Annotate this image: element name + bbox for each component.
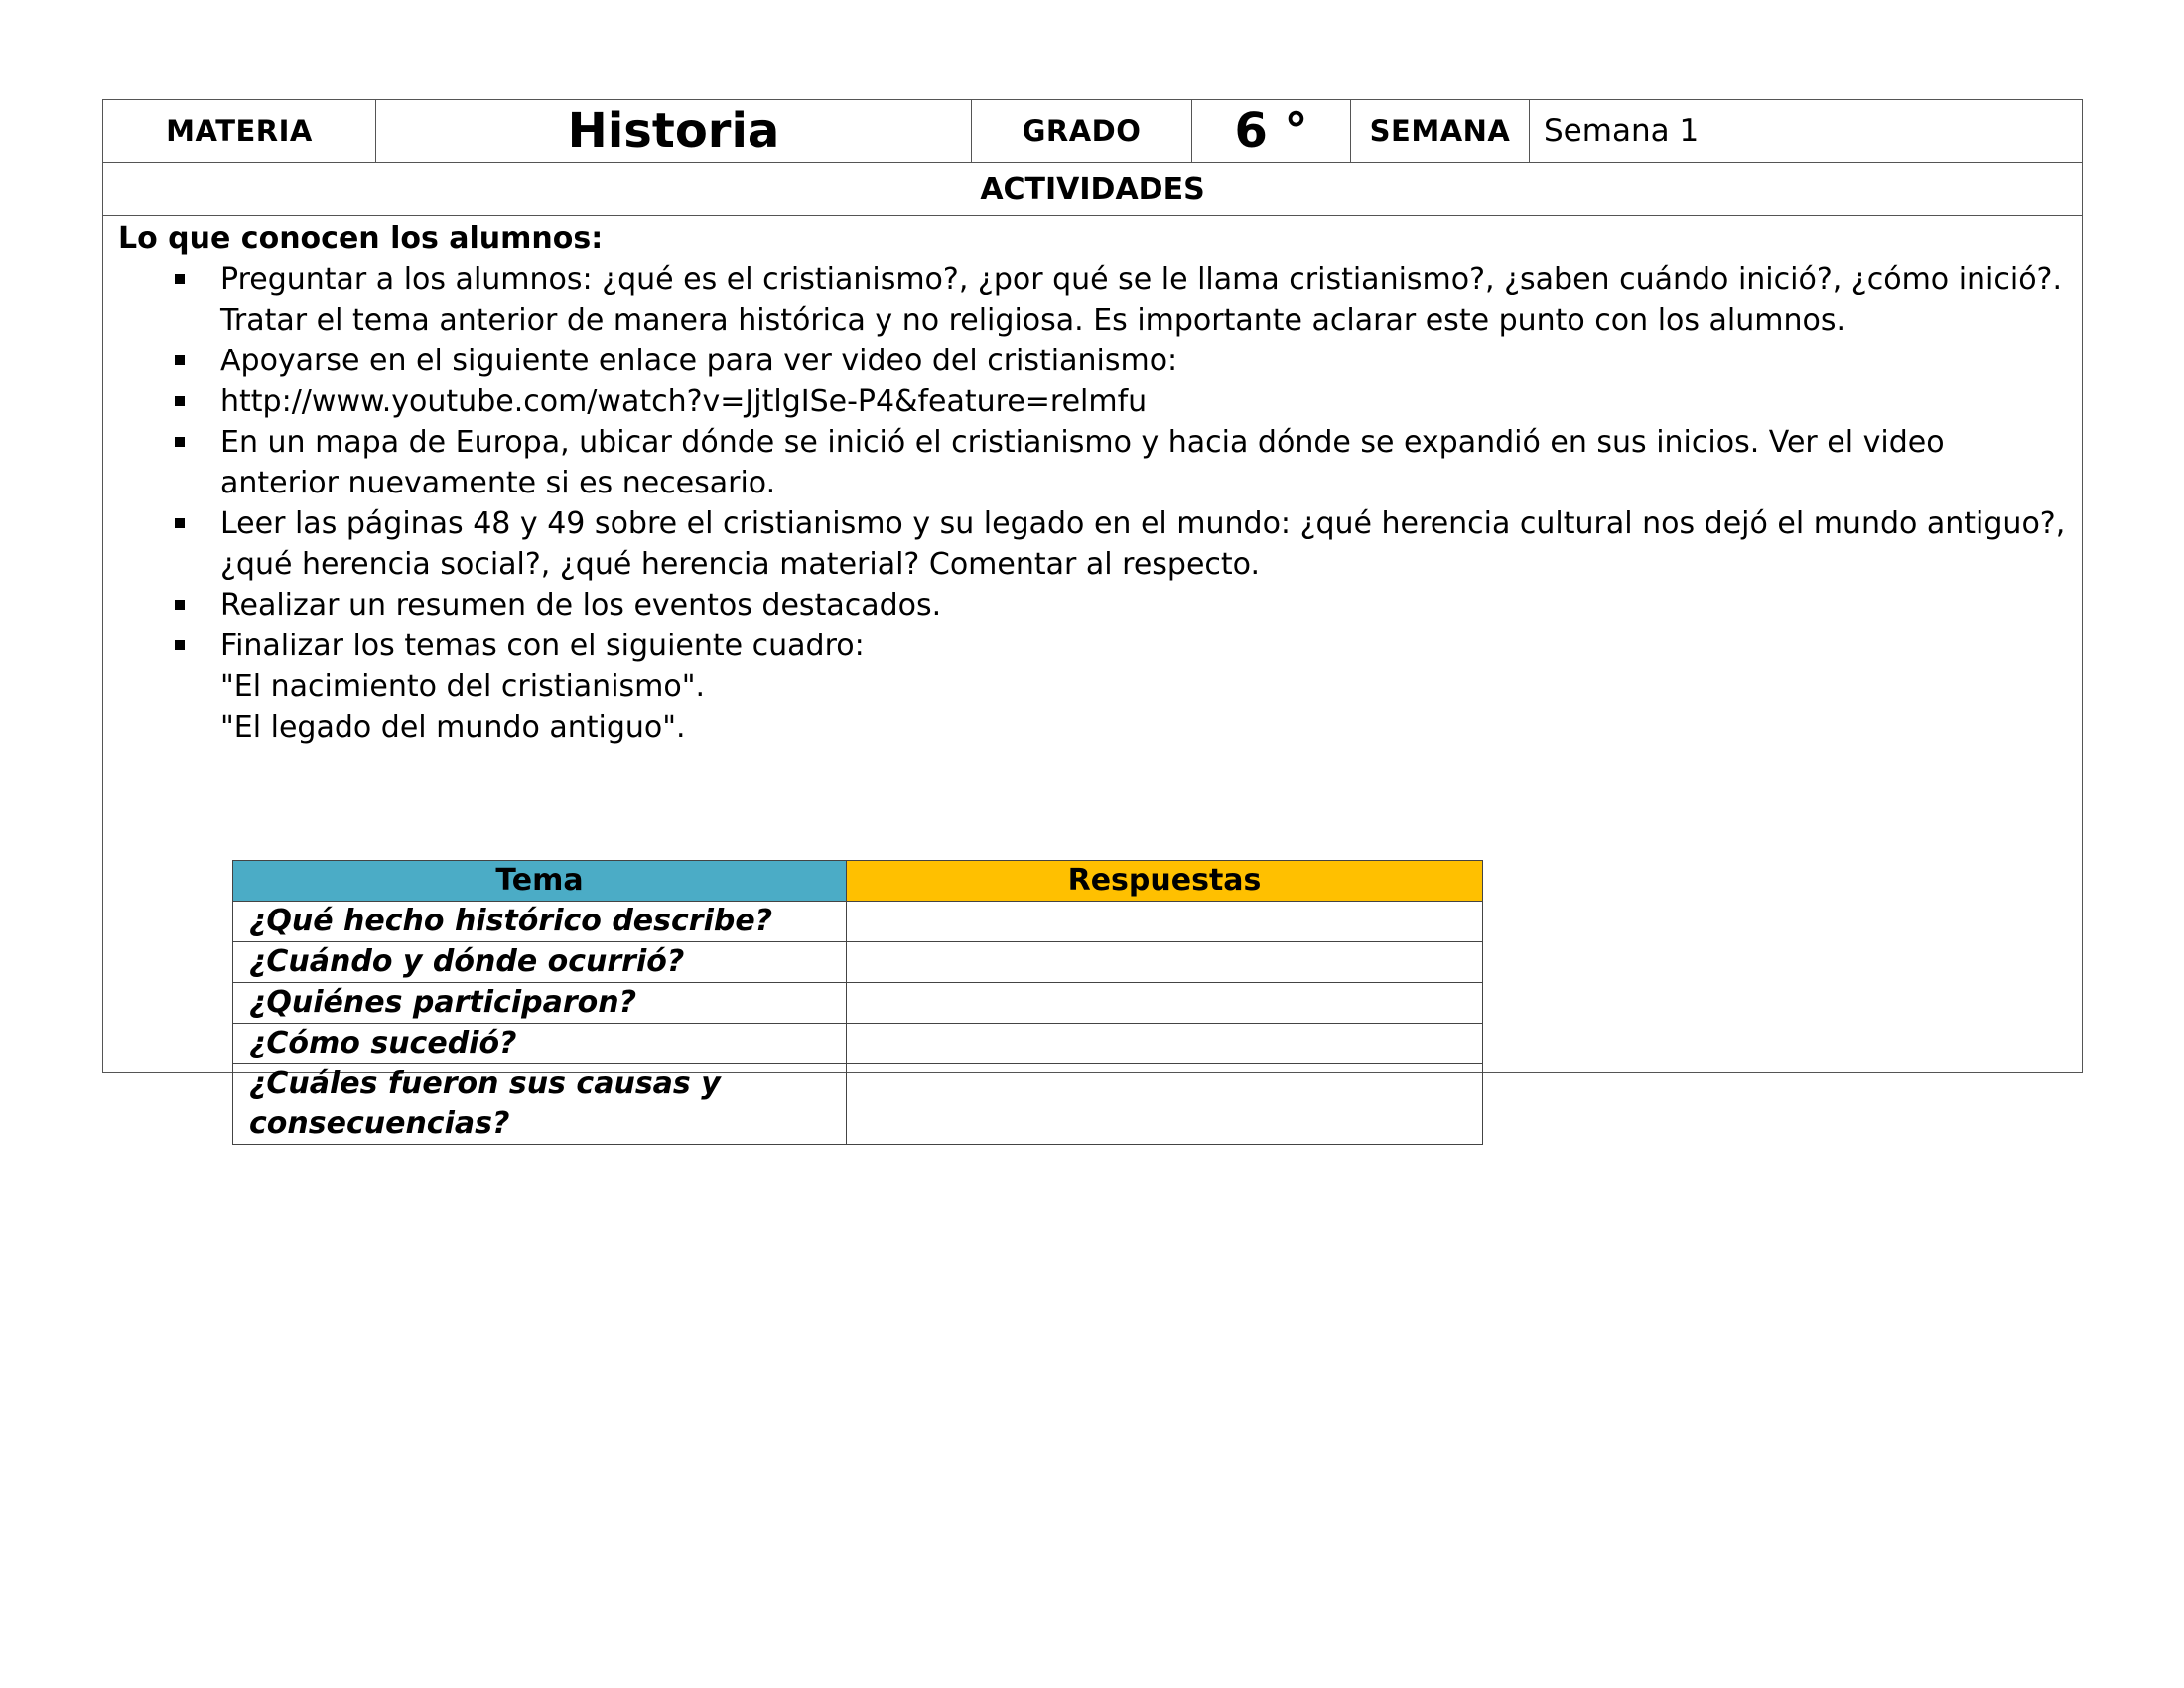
cuadro-table	[232, 860, 1483, 1145]
col-header-tema: Tema	[233, 861, 847, 902]
answer-cell[interactable]	[847, 902, 1483, 942]
table-row	[233, 902, 1483, 942]
list-item-text: Finalizar los temas con el siguiente cuadro:	[220, 629, 865, 663]
bullet-icon	[175, 640, 185, 650]
list-item	[118, 503, 2072, 585]
list-item-text: En un mapa de Europa, ubicar dónde se inició el cristianismo y hacia dónde se expandió en sus inicios. Ver el video anterior nuevamente si es necesario.	[220, 425, 1945, 500]
question-cell: ¿Cuáles fueron sus causas y consecuencias?	[233, 1064, 847, 1145]
list-item-text: Leer las páginas 48 y 49 sobre el cristianismo y su legado en el mundo: ¿qué herencia cultural nos dejó el mundo antiguo?, ¿qué herencia social?, ¿qué herencia material? Comentar al respecto.	[220, 506, 2066, 582]
grado-value-cell	[1192, 100, 1351, 162]
answer-cell[interactable]	[847, 942, 1483, 983]
list-item-text: Realizar un resumen de los eventos destacados.	[220, 588, 942, 623]
col-header-respuestas: Respuestas	[847, 861, 1483, 902]
list-item-text: Apoyarse en el siguiente enlace para ver video del cristianismo:	[220, 344, 1178, 378]
bullet-icon	[175, 518, 185, 528]
list-item	[118, 626, 2072, 666]
list-item	[118, 381, 2072, 422]
materia-value-cell	[376, 100, 972, 162]
topic-line: "El nacimiento del cristianismo".	[220, 669, 706, 704]
semana-label: SEMANA	[1369, 114, 1511, 148]
video-link[interactable]: http://www.youtube.com/watch?v=JjtlgISe-P4&feature=relmfu	[220, 384, 1148, 419]
bullet-icon	[175, 437, 185, 447]
grado-label-cell	[972, 100, 1192, 162]
bullet-icon	[175, 274, 185, 284]
materia-value: Historia	[567, 103, 780, 159]
table-row	[233, 983, 1483, 1024]
activity-list	[118, 259, 2072, 666]
table-row	[233, 1024, 1483, 1064]
activity-sheet	[102, 99, 2083, 1141]
materia-label-cell	[103, 100, 376, 162]
grado-label: GRADO	[1022, 114, 1142, 148]
table-row	[233, 942, 1483, 983]
bullet-icon	[175, 355, 185, 365]
semana-value-cell	[1530, 100, 2082, 162]
bullet-icon	[175, 600, 185, 610]
question-cell: ¿Cuándo y dónde ocurrió?	[233, 942, 847, 983]
header-row	[103, 100, 2082, 163]
table-header-row	[233, 861, 1483, 902]
answer-cell[interactable]	[847, 1024, 1483, 1064]
activities-content	[118, 219, 2072, 1141]
list-item	[118, 341, 2072, 381]
list-item	[118, 259, 2072, 341]
bullet-icon	[175, 396, 185, 406]
intro-heading: Lo que conocen los alumnos:	[118, 221, 604, 256]
question-cell: ¿Quiénes participaron?	[233, 983, 847, 1024]
semana-label-cell	[1351, 100, 1530, 162]
list-item	[118, 585, 2072, 626]
list-item	[118, 422, 2072, 503]
topic-line: "El legado del mundo antiguo".	[220, 710, 686, 745]
semana-value: Semana 1	[1544, 113, 1700, 149]
answer-cell[interactable]	[847, 983, 1483, 1024]
actividades-title: ACTIVIDADES	[103, 163, 2082, 216]
grado-value: 6 °	[1234, 103, 1308, 159]
question-cell: ¿Cómo sucedió?	[233, 1024, 847, 1064]
table-row	[233, 1064, 1483, 1145]
answer-cell[interactable]	[847, 1064, 1483, 1145]
list-item-text: Preguntar a los alumnos: ¿qué es el cristianismo?, ¿por qué se le llama cristianismo?, ¿saben cuándo inició?, ¿cómo inició?. Tratar el tema anterior de manera histórica y no religiosa. Es importante aclarar este punto con los alumnos.	[220, 262, 2063, 338]
materia-label: MATERIA	[166, 114, 313, 148]
question-cell: ¿Qué hecho histórico describe?	[233, 902, 847, 942]
